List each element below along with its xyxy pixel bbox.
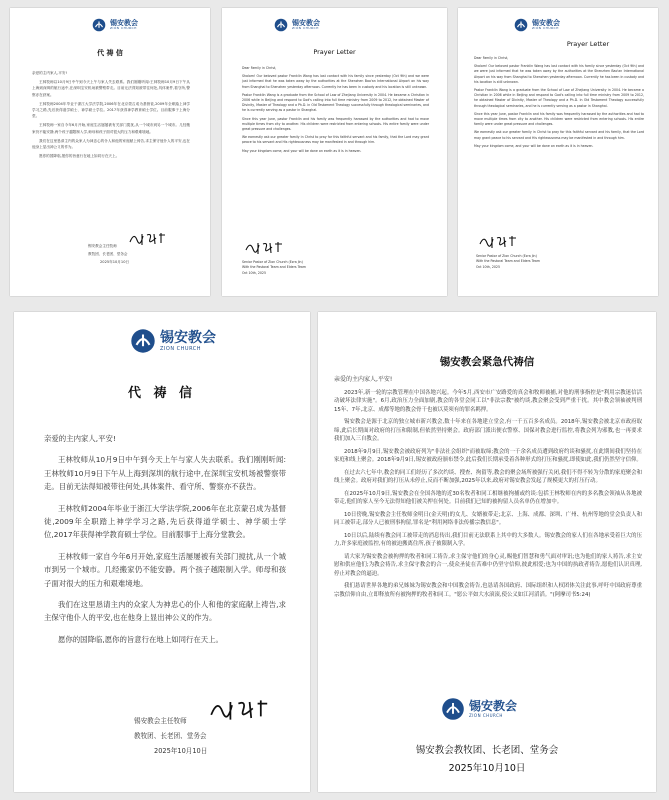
church-logo: [274, 18, 320, 32]
letter-paragraph: 我们在这里恳请主内的众家人为神忠心的仆人和他的家庭献上祷告,求主保守他仆人的平安,也在他身上显出神公义的作为。: [32, 138, 190, 150]
signature-block: [134, 714, 207, 759]
church-name-cn: 锡安教会: [110, 19, 138, 27]
letter-paragraph: 王林牧师2004年毕业于浙江大学法学院,2006年在北京蒙召成为基督徒,2009年全职踏上神学学习之路,先后获得道学硕士、神学硕士学位。2017年获得神学教育硕士学位。目前服事于上海分堂。: [32, 101, 190, 119]
letter-greeting: 亲爱的主内家人,平安!: [32, 71, 67, 75]
letter-date: 2025年10月10日: [154, 747, 208, 755]
church-name-en: ZION CHURCH: [110, 26, 137, 30]
letter-body: [474, 56, 644, 152]
church-logo: [130, 328, 216, 354]
letter-page-chinese-large: [14, 312, 310, 792]
letter-greeting: 亲爱的主内家人,平安!: [44, 434, 116, 443]
letter-body: [32, 70, 190, 162]
letter-body: [242, 66, 429, 157]
letter-paragraph: 在2025年10月9日,锡安教会在全国各地的近30名牧者和同工相继被拘捕或约谈:包括王林牧师在内的多名教会领袖从各地被带走,他们的家人至今无法得知他们被关押在何处。目前我们已知的被拘留人员名单仍在增加中。: [334, 490, 642, 505]
signature-org: 锡安教会主任牧师: [88, 244, 117, 248]
church-name-cn: 锡安教会: [160, 329, 216, 346]
signature-names: 教牧团、长老团、堂务会: [88, 252, 128, 256]
letter-paragraph: Shalom! Our beloved pastor Franklin Wang has lost contact with his family since yesterday (Oct 9th) and we were just informed that he was taken away by the authorities at the Shenzhen Bao'an International Airport on his way from Shanghai to Shenzhen yesterday afternoon. Currently he has been in custody and his location is still unknown.: [242, 74, 429, 89]
letter-title: 代 祷 信: [97, 49, 123, 57]
letter-paragraph: 王林牧师一家自今年6月开始,家庭生活屡屡被有关部门搅扰,从一个城市到另一个城市。几经搬家仍不能安静,两个孩子越限制入学,师母和孩子面对很大的压力和艰难境地。: [32, 123, 190, 134]
letter-paragraph: 愿你的国降临,愿你的旨意行在地上如同行在天上。: [39, 154, 120, 159]
signature-org: 锡安教会主任牧师: [134, 717, 187, 725]
signature-org: 锡安教会教牧团、长老团、堂务会: [415, 745, 559, 756]
letter-paragraph: 王林牧师以10月9日中午到今天上午与家人失去联系。我们刚刚听闻:王林牧师10月9日下午从上海到深圳的航行途中,在深圳宝安机场被警察带走。目前无法得知被带往何处,具体案件,看守所,警察亦在获案。: [32, 80, 190, 97]
letter-body: [44, 432, 286, 654]
letter-page-english-1: [222, 8, 447, 296]
church-logo-icon: [274, 18, 288, 32]
letter-paragraph: 2018年9月9日,锡安教会被政府列为"非法社会组织"而被取缔;教会的一千余名成员遭到政府约谈和骚扰,在此期间我们坚持在家庭和线上聚会。2018年9月9日,锡安被政府颁布禁令,此后我们长期承受着各种形式的打压和骚扰,即使如此,我们仍然坚守信仰。: [334, 448, 642, 463]
letter-date: 2025年10月10日: [100, 260, 130, 264]
church-logo: [441, 697, 517, 721]
letter-body: [334, 376, 642, 603]
letter-greeting: 亲爱的主内家人,平安!: [334, 376, 393, 383]
letter-page-chinese-small: [10, 8, 210, 296]
signature-block: [242, 260, 306, 276]
letter-paragraph: Shalom! Our beloved pastor Franklin Wang has lost contact with his family since yesterday (Oct 9th) and we were just informed that he was taken away by the authorities at the Shenzhen Bao'an International Airport on his way from Shanghai to Shenzhen yesterday afternoon. Currently he has been in custody and his location is still unknown.: [474, 64, 644, 84]
handwritten-signature: [208, 694, 272, 726]
church-logo: [92, 18, 138, 32]
letter-paragraph: Since this year June, pastor Franklin and his family was frequently harassed by the authorities and had to move multiple times from city to another. His children were restricted from entering schools. His entire family were under great pressure and challenges.: [242, 116, 429, 132]
letter-paragraph: 锡安教会是源于北京的独立城市新兴教会,数十年来在各地建立堂会,有一千五百多名成员。2018年,锡安教会被北京市政府取缔,此后长期面对政府的打压和限制,但依然坚持聚会。政府部门派出便衣警察、国保对教会进行监控,将教会列为邪教,也一再要求我们加入三自教会。: [334, 419, 642, 442]
handwritten-signature: [244, 240, 288, 256]
letter-title: Prayer Letter: [313, 48, 356, 56]
letter-paragraph: We earnestly ask our greater family in Christ to pray for this faithful servant and his family, that the Lord may grant peace to his servant and His righteousness may be manifested in and through him.: [474, 130, 644, 140]
signature-line: Senior Pastor of Zion Church (Ezra Jin): [242, 260, 303, 264]
handwritten-signature: [478, 234, 522, 250]
letter-title: 锡安教会紧急代祷信: [439, 356, 535, 368]
letter-page-emergency: [318, 312, 656, 792]
letter-paragraph: Pastor Franklin Wang is a graduate from the School of Law of Zhejiang University in 2004. He became a Christian in 2006 while in Beijing and respond to God's calling into full time ministry from 2009 to 2012, he obtained Master of Divinity, Master of Theology and a Ph.D. in Old Testament Theology successfully through theological seminaries, and he is currently serving as a pastor in Shanghai.: [474, 88, 644, 108]
church-logo-icon: [514, 18, 528, 32]
letter-paragraph: May your kingdom come, and your will be done on earth as it is in heaven.: [242, 148, 362, 153]
letter-paragraph: 在过去六七年中,教会的同工们经历了多次约谈、搜查、拘留等,教会的聚会场所被强行关闭,我们不得不转为分散的家庭聚会和线上聚会。政府对我们的打压从未停止,反而不断加强,2025年以来,政府对锡安教会发起了规模更大的打压行动。: [334, 469, 642, 484]
letter-paragraph: 王林牧师一家自今年6月开始,家庭生活屡屡被有关部门搅扰,从一个城市到另一个城市。几经搬家仍不能安静。两个孩子越限制入学。师母和孩子面对很大的压力和艰难境地。: [44, 551, 286, 588]
letter-title: 代 祷 信: [127, 386, 197, 401]
church-name-en: ZION CHURCH: [532, 26, 559, 30]
letter-greeting: Dear Family in Christ,: [242, 66, 277, 70]
handwritten-signature: [128, 230, 168, 248]
signature-line: Senior Pastor of Zion Church (Ezra Jin): [476, 254, 537, 258]
letter-paragraph: Pastor Franklin Wang is a graduate from the School of Law of Zhejiang University in 2004. He became a Christian in 2006 while in Beijing and respond to God's calling into full time ministry from 2009 to 2012, he obtained Master of Divinity, Master of Theology and a Ph.D. in Old Testament Theology successfully through theological seminaries, and he is currently serving as a pastor in Shanghai.: [242, 92, 429, 113]
church-name-en: ZION CHURCH: [469, 713, 503, 718]
letter-page-english-2: [458, 8, 658, 296]
letter-paragraph: 王林牧师2004年毕业于浙江大学法学院,2006年在北京蒙召成为基督徒,2009年全职踏上神学学习之路,先后获得道学硕士、神学硕士学位,2017年获得神学教育硕士学位。目前服事于上海分堂教会。: [44, 503, 286, 540]
signature-block: [88, 242, 129, 266]
letter-paragraph: 我们恳请世界各地的弟兄姊妹为锡安教会和中国教会祷告,也恳请各国政府、国际组织和人权团体关注此事,呼吁中国政府尊重宗教信仰自由,立即释放所有被拘押的牧者和同工。"愿公平如大水滚滚,使公义如江河滔滔。"(阿摩司书5:24): [334, 583, 642, 598]
letter-greeting: Dear Family in Christ,: [474, 56, 509, 60]
church-logo: [514, 18, 560, 32]
church-name-cn: 锡安教会: [532, 19, 560, 27]
signature-line: With the Pastoral Team and Elders Team: [242, 265, 306, 270]
letter-paragraph: 10日以后,陆续有教会同工被带走的消息传出,我们目前无法联系上其中的大多数人。锡安教会的家人们在各地承受着巨大的压力,许多家庭被监控,有的被迫搬离住所,孩子被限制入学。: [334, 532, 642, 547]
letter-paragraph: 我们在这里恳请主内的众家人为神忠心的仆人和他的家庭献上祷告,求主保守他仆人的平安,也在他身上显出神公义的作为。: [44, 600, 286, 623]
letter-paragraph: 愿你的国降临,愿你的旨意行在地上如同行在天上。: [58, 634, 223, 644]
letter-paragraph: 2023年,新一轮的宗教管理在中国各地兴起。今年5月,西安市广安路爱的真会和牧师被捕,对他的刑事指控是"利用宗教迷信活动破坏法律实施"。6月,政治压力全面加剧,教会的各堂会同工以"非法宗教"被约谈,教会聚会受到严重干扰。其中教会领袖被判刑15年、7年,北京、成都等地的教会骨干也被以莫须有的罪名羁押。: [334, 389, 642, 413]
letter-paragraph: 请大家为锡安教会被拘押的牧者和同工祷告,求主保守他们的身心灵,赐他们智慧和勇气面对审讯;也为他们的家人祷告,求主安慰和供应他们;为教会祷告,求主保守教会的合一,使众圣徒在苦难中仍坚守信仰,彼此相爱;也为中国的执政者祷告,愿他们认识真理,停止对教会的逼迫。: [334, 553, 642, 577]
church-name-en: ZION CHURCH: [160, 345, 202, 352]
church-name-cn: 锡安教会: [469, 699, 518, 713]
letter-date: Oct 10th, 2025: [242, 270, 266, 275]
letter-paragraph: 王林牧师从10月9日中午到今天上午与家人失去联系。我们刚刚听闻:王林牧师10月9日下午从上海到深圳的航行途中,在深圳宝安机场被警察带走。目前无法得知被带往何处,具体案件、看守所、警察亦不获告。: [44, 455, 286, 492]
church-name-en: ZION CHURCH: [292, 26, 319, 30]
church-logo-icon: [92, 18, 106, 32]
letter-paragraph: We earnestly ask our greater family in Christ to pray for this faithful servant and his family, that the Lord may grant peace to his servant and His righteousness may be manifested in and through him.: [242, 135, 429, 145]
letter-paragraph: Since this year June, pastor Franklin and his family was frequently harassed by the authorities and had to move multiple times from city to another. His children were restricted from entering schools. His entire family were under great pressure and challenges.: [474, 111, 644, 127]
letter-paragraph: 10日傍晚,锡安教会主任牧师金明日(金天明)的女儿、女婿被带走;北京、上海、成都、深圳、广州、杭州等地的堂会负责人和同工被带走,部分人已被刑事拘留,罪名是"利用网络非法传播宗教信息"。: [334, 511, 642, 526]
signature-line: With the Pastoral Team and Elders Team: [476, 259, 540, 264]
letter-date: 2025年10月10日: [448, 763, 526, 774]
church-name-cn: 锡安教会: [292, 19, 320, 27]
church-logo-icon: [130, 328, 156, 354]
church-logo-icon: [441, 697, 465, 721]
letter-title: Prayer Letter: [566, 40, 610, 48]
signature-names: 教牧团、长老团、堂务会: [134, 732, 207, 740]
signature-block: [476, 254, 540, 270]
letter-paragraph: May your kingdom come, and your will be done on earth as it is in heaven.: [474, 143, 594, 148]
letter-date: Oct 10th, 2025: [476, 264, 500, 269]
